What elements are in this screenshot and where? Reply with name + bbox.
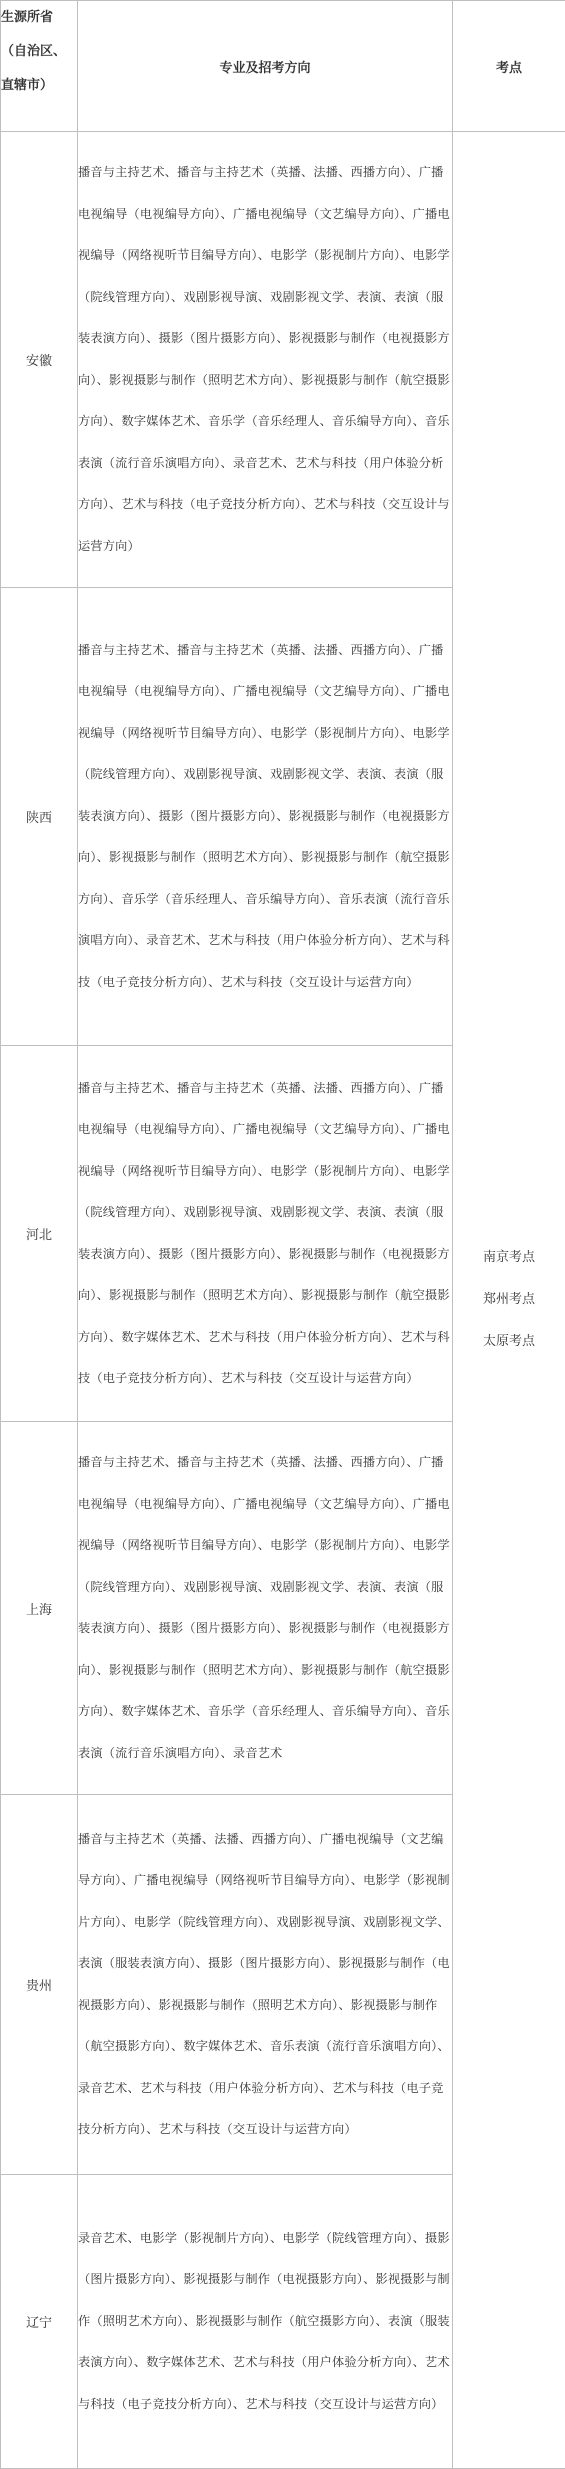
majors-cell: 播音与主持艺术、播音与主持艺术（英播、法播、西播方向）、广播电视编导（电视编导方向）、广播电视编导（文艺编导方向）、广播电视编导（网络视听节目编导方向）、电影学（影视制片方向）、电影学（院线管理方向）、戏剧影视导演、戏剧影视文学、表演、表演（服装表演方向）、摄影（图片摄影方向）、影视摄影与制作（电视摄影方向）、影视摄影与制作（照明艺术方向）、影视摄影与制作（航空摄影方向）、数字媒体艺术、音乐学（音乐经理人、音乐编导方向）、音乐表演（流行音乐演唱方向）、录音艺术 <box>78 1422 453 1795</box>
majors-cell: 录音艺术、电影学（影视制片方向）、电影学（院线管理方向）、摄影（图片摄影方向）、影视摄影与制作（电视摄影方向）、影视摄影与制作（照明艺术方向）、影视摄影与制作（航空摄影方向）、表演（服装表演方向）、数字媒体艺术、艺术与科技（用户体验分析方向）、艺术与科技（电子竞技分析方向）、艺术与科技（交互设计与运营方向） <box>78 2175 453 2469</box>
header-site: 考点 <box>453 1 565 132</box>
exam-sites-cell <box>453 132 565 2469</box>
site-zhengzhou: 郑州考点 <box>453 1279 565 1321</box>
province-cell: 陕西 <box>1 588 78 1046</box>
province-cell: 安徽 <box>1 132 78 588</box>
table-row <box>1 132 565 588</box>
majors-cell: 播音与主持艺术（英播、法播、西播方向）、广播电视编导（文艺编导方向）、广播电视编导（网络视听节目编导方向）、电影学（影视制片方向）、电影学（院线管理方向）、戏剧影视导演、戏剧影视文学、表演（服装表演方向）、摄影（图片摄影方向）、影视摄影与制作（电视摄影方向）、影视摄影与制作（照明艺术方向）、影视摄影与制作（航空摄影方向）、数字媒体艺术、音乐表演（流行音乐演唱方向）、录音艺术、艺术与科技（用户体验分析方向）、艺术与科技（电子竞技分析方向）、艺术与科技（交互设计与运营方向） <box>78 1795 453 2175</box>
province-cell: 辽宁 <box>1 2175 78 2469</box>
province-cell: 贵州 <box>1 1795 78 2175</box>
site-nanjing: 南京考点 <box>453 1237 565 1279</box>
header-province: 生源所省（自治区、直辖市） <box>1 1 78 132</box>
majors-cell: 播音与主持艺术、播音与主持艺术（英播、法播、西播方向）、广播电视编导（电视编导方向）、广播电视编导（文艺编导方向）、广播电视编导（网络视听节目编导方向）、电影学（影视制片方向）、电影学（院线管理方向）、戏剧影视导演、戏剧影视文学、表演、表演（服装表演方向）、摄影（图片摄影方向）、影视摄影与制作（电视摄影方向）、影视摄影与制作（照明艺术方向）、影视摄影与制作（航空摄影方向）、音乐学（音乐经理人、音乐编导方向）、音乐表演（流行音乐演唱方向）、录音艺术、艺术与科技（用户体验分析方向）、艺术与科技（电子竞技分析方向）、艺术与科技（交互设计与运营方向） <box>78 588 453 1046</box>
majors-cell: 播音与主持艺术、播音与主持艺术（英播、法播、西播方向）、广播电视编导（电视编导方向）、广播电视编导（文艺编导方向）、广播电视编导（网络视听节目编导方向）、电影学（影视制片方向）、电影学（院线管理方向）、戏剧影视导演、戏剧影视文学、表演、表演（服装表演方向）、摄影（图片摄影方向）、影视摄影与制作（电视摄影方向）、影视摄影与制作（照明艺术方向）、影视摄影与制作（航空摄影方向）、数字媒体艺术、音乐学（音乐经理人、音乐编导方向）、音乐表演（流行音乐演唱方向）、录音艺术、艺术与科技（用户体验分析方向）、艺术与科技（电子竞技分析方向）、艺术与科技（交互设计与运营方向） <box>78 132 453 588</box>
site-taiyuan: 太原考点 <box>453 1321 565 1363</box>
province-cell: 上海 <box>1 1422 78 1795</box>
header-row <box>1 1 565 132</box>
province-cell: 河北 <box>1 1046 78 1422</box>
majors-cell: 播音与主持艺术、播音与主持艺术（英播、法播、西播方向）、广播电视编导（电视编导方向）、广播电视编导（文艺编导方向）、广播电视编导（网络视听节目编导方向）、电影学（影视制片方向）、电影学（院线管理方向）、戏剧影视导演、戏剧影视文学、表演、表演（服装表演方向）、摄影（图片摄影方向）、影视摄影与制作（电视摄影方向）、影视摄影与制作（照明艺术方向）、影视摄影与制作（航空摄影方向）、数字媒体艺术、艺术与科技（用户体验分析方向）、艺术与科技（电子竞技分析方向）、艺术与科技（交互设计与运营方向） <box>78 1046 453 1422</box>
header-major: 专业及招考方向 <box>78 1 453 132</box>
